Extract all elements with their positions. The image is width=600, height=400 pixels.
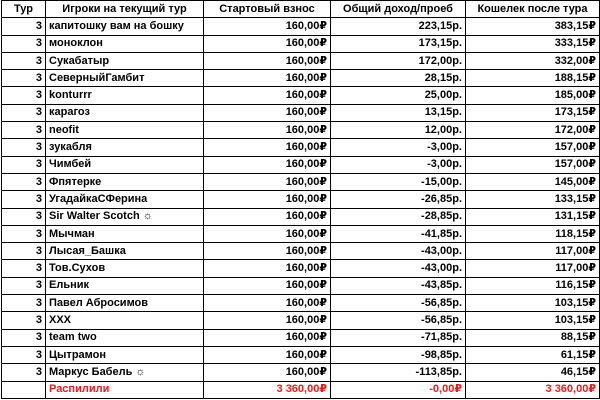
income-cell: -15,00р.	[331, 173, 466, 190]
table-row	[2, 329, 600, 346]
wallet-cell: 118,15₽	[466, 225, 600, 242]
wallet-cell: 173,15₽	[466, 104, 600, 121]
tour-cell: 3	[2, 208, 46, 225]
fee-cell: 160,00₽	[204, 208, 331, 225]
tour-cell: 3	[2, 312, 46, 329]
wallet-cell: 117,00₽	[466, 260, 600, 277]
tour-cell: 3	[2, 104, 46, 121]
tour-cell: 3	[2, 243, 46, 260]
total-row	[2, 381, 600, 398]
income-cell: -3,00р.	[331, 156, 466, 173]
table-row	[2, 312, 600, 329]
total-fee: 3 360,00₽	[204, 381, 331, 398]
wallet-cell: 332,00₽	[466, 52, 600, 69]
wallet-cell: 133,15₽	[466, 191, 600, 208]
income-cell: -43,85р.	[331, 277, 466, 294]
income-cell: -98,85р.	[331, 346, 466, 363]
wallet-cell: 383,15₽	[466, 18, 600, 35]
tour-cell: 3	[2, 295, 46, 312]
fee-cell: 160,00₽	[204, 329, 331, 346]
tour-cell: 3	[2, 18, 46, 35]
fee-cell: 160,00₽	[204, 70, 331, 87]
fee-cell: 160,00₽	[204, 295, 331, 312]
table-row	[2, 122, 600, 139]
player-name: Павел Абросимов	[46, 295, 204, 312]
fee-cell: 160,00₽	[204, 156, 331, 173]
table-row	[2, 18, 600, 35]
player-name: капитошку вам на бошку	[46, 18, 204, 35]
income-cell: 172,00р.	[331, 52, 466, 69]
table-row	[2, 225, 600, 242]
wallet-cell: 103,15₽	[466, 295, 600, 312]
income-cell: 223,15р.	[331, 18, 466, 35]
fee-cell: 160,00₽	[204, 35, 331, 52]
player-name: Мычман	[46, 225, 204, 242]
tour-cell: 3	[2, 346, 46, 363]
fee-cell: 160,00₽	[204, 122, 331, 139]
table-row	[2, 87, 600, 104]
wallet-cell: 185,00₽	[466, 87, 600, 104]
income-cell: -26,85р.	[331, 191, 466, 208]
table-row	[2, 295, 600, 312]
fee-cell: 160,00₽	[204, 225, 331, 242]
income-cell: -113,85р.	[331, 364, 466, 381]
header-tour: Тур	[2, 1, 46, 18]
wallet-cell: 61,15₽	[466, 346, 600, 363]
table-row	[2, 139, 600, 156]
total-label: Распилили	[46, 381, 204, 398]
income-cell: 173,15р.	[331, 35, 466, 52]
fee-cell: 160,00₽	[204, 277, 331, 294]
income-cell: -43,00р.	[331, 243, 466, 260]
table-row	[2, 156, 600, 173]
fee-cell: 160,00₽	[204, 260, 331, 277]
wallet-cell: 103,15₽	[466, 312, 600, 329]
table-row	[2, 277, 600, 294]
header-player: Игроки на текущий тур	[46, 1, 204, 18]
tour-cell: 3	[2, 191, 46, 208]
tour-cell: 3	[2, 260, 46, 277]
player-name: Ельник	[46, 277, 204, 294]
income-cell: 25,00р.	[331, 87, 466, 104]
tour-cell: 3	[2, 277, 46, 294]
fee-cell: 160,00₽	[204, 312, 331, 329]
wallet-cell: 157,00₽	[466, 139, 600, 156]
wallet-cell: 145,00₽	[466, 173, 600, 190]
player-name: team two	[46, 329, 204, 346]
table-row	[2, 173, 600, 190]
wallet-cell: 88,15₽	[466, 329, 600, 346]
player-name: Цытрамон	[46, 346, 204, 363]
results-table	[1, 0, 600, 399]
player-name: карагоз	[46, 104, 204, 121]
fee-cell: 160,00₽	[204, 364, 331, 381]
income-cell: -56,85р.	[331, 312, 466, 329]
wallet-cell: 116,15₽	[466, 277, 600, 294]
tour-cell: 3	[2, 139, 46, 156]
tour-cell: 3	[2, 87, 46, 104]
player-name: моноклон	[46, 35, 204, 52]
table-row	[2, 52, 600, 69]
tour-cell: 3	[2, 35, 46, 52]
income-cell: -56,85р.	[331, 295, 466, 312]
wallet-cell: 333,15₽	[466, 35, 600, 52]
table-row	[2, 104, 600, 121]
table-row	[2, 346, 600, 363]
income-cell: -71,85р.	[331, 329, 466, 346]
wallet-cell: 46,15₽	[466, 364, 600, 381]
total-wallet: 3 360,00₽	[466, 381, 600, 398]
wallet-cell: 157,00₽	[466, 156, 600, 173]
fee-cell: 160,00₽	[204, 87, 331, 104]
player-name: Сукабатыр	[46, 52, 204, 69]
table-row	[2, 260, 600, 277]
fee-cell: 160,00₽	[204, 346, 331, 363]
table-body	[2, 18, 600, 381]
tour-cell: 3	[2, 70, 46, 87]
fee-cell: 160,00₽	[204, 52, 331, 69]
fee-cell: 160,00₽	[204, 139, 331, 156]
income-cell: 13,15р.	[331, 104, 466, 121]
income-cell: 28,15р.	[331, 70, 466, 87]
tour-cell: 3	[2, 364, 46, 381]
wallet-cell: 172,00₽	[466, 122, 600, 139]
fee-cell: 160,00₽	[204, 18, 331, 35]
income-cell: -43,00р.	[331, 260, 466, 277]
player-name: УгадайкаСФерина	[46, 191, 204, 208]
tour-cell: 3	[2, 122, 46, 139]
fee-cell: 160,00₽	[204, 191, 331, 208]
player-name: Лысая_Башка	[46, 243, 204, 260]
header-income: Общий доход/проеб	[331, 1, 466, 18]
tour-cell: 3	[2, 225, 46, 242]
wallet-cell: 131,15₽	[466, 208, 600, 225]
player-name: Чимбей	[46, 156, 204, 173]
player-name: зукабля	[46, 139, 204, 156]
total-tour-cell	[2, 381, 46, 398]
fee-cell: 160,00₽	[204, 243, 331, 260]
player-name: СеверныйГамбит	[46, 70, 204, 87]
player-name: Тов.Сухов	[46, 260, 204, 277]
income-cell: 12,00р.	[331, 122, 466, 139]
income-cell: -41,85р.	[331, 225, 466, 242]
table-row	[2, 70, 600, 87]
tour-cell: 3	[2, 173, 46, 190]
player-name: konturrr	[46, 87, 204, 104]
player-name: neofit	[46, 122, 204, 139]
player-name: Sir Walter Scotch ☼	[46, 208, 204, 225]
fee-cell: 160,00₽	[204, 173, 331, 190]
tour-cell: 3	[2, 52, 46, 69]
wallet-cell: 117,00₽	[466, 243, 600, 260]
tour-cell: 3	[2, 156, 46, 173]
player-name: XXX	[46, 312, 204, 329]
table-row	[2, 243, 600, 260]
header-wallet: Кошелек после тура	[466, 1, 600, 18]
income-cell: -3,00р.	[331, 139, 466, 156]
table-row	[2, 191, 600, 208]
table-row	[2, 364, 600, 381]
total-income: -0,00₽	[331, 381, 466, 398]
player-name: Фпятерке	[46, 173, 204, 190]
table-row	[2, 208, 600, 225]
player-name: Маркус Бабель ☼	[46, 364, 204, 381]
header-fee: Стартовый взнос	[204, 1, 331, 18]
wallet-cell: 188,15₽	[466, 70, 600, 87]
table-row	[2, 35, 600, 52]
header-row	[2, 1, 600, 18]
tour-cell: 3	[2, 329, 46, 346]
income-cell: -28,85р.	[331, 208, 466, 225]
fee-cell: 160,00₽	[204, 104, 331, 121]
